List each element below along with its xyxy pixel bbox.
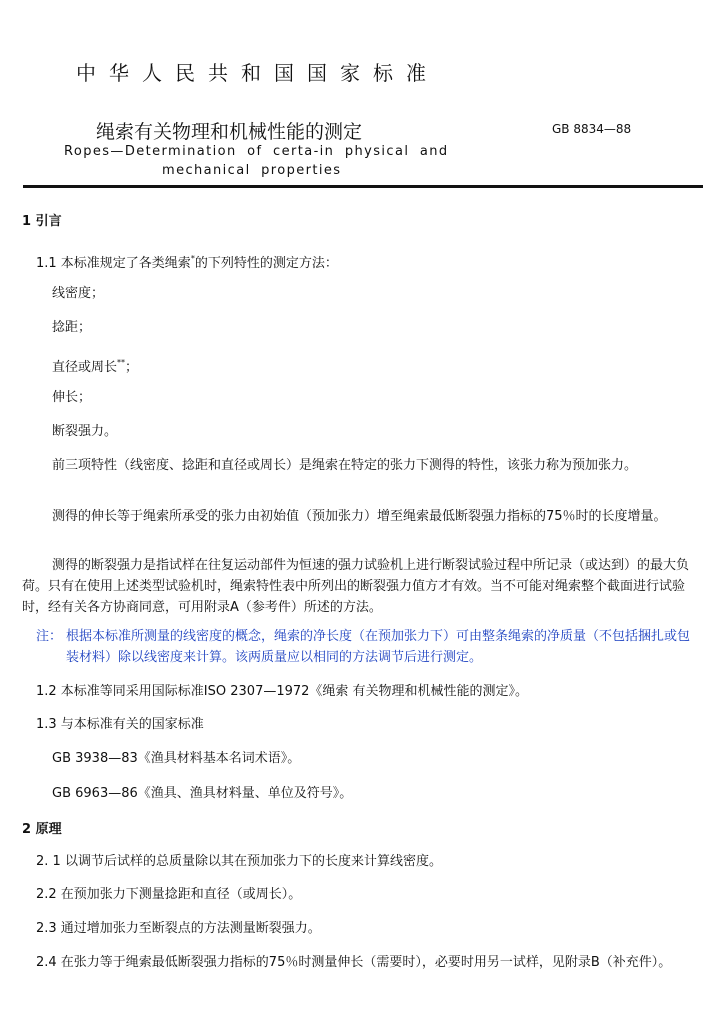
document-title-cn: 绳索有关物理和机械性能的测定 [96,121,363,143]
reference-gb3938: GB 3938—83《渔具材料基本名词术语》。 [52,751,301,766]
document-title-en-line1: Ropes—Determination of certa-in physical and [64,144,449,159]
section-1-heading: 1 引言 [22,214,62,229]
clause-1-1-tail: 的下列特性的测定方法： [194,256,338,271]
footnote-mark: * [190,254,195,263]
clause-2-3: 2.3 通过增加张力至断裂点的方法测量断裂强力。 [36,921,321,936]
clause-1-1-text: 1.1 本标准规定了各类绳索 [36,256,191,271]
reference-gb6963: GB 6963—86《渔具、渔具材料量、单位及符号》。 [52,786,353,801]
para-breaking-strength: 测得的断裂强力是指试样在往复运动部件为恒速的强力试验机上进行断裂试验过程中所记录（或达到）的最大负荷。只有在使用上述类型试验机时，绳索特性表中所列出的断裂强力值方才有效。当不可能对绳索整个截面进行试验时，经有关各方协商同意，可用附录A（参考件）所述的方法。 [22,558,690,615]
para-elongation: 测得的伸长等于绳索所承受的张力由初始值（预加张力）增至绳索最低断裂强力指标的75％时的长度增量。 [52,509,667,524]
standard-code: GB 8834—88 [552,122,632,136]
standard-type-header: 中华人民共和国国家标准 [76,61,439,85]
note-text: 根据本标准所测量的线密度的概念，绳索的净长度（在预加张力下）可由整条绳索的净质量（不包括捆扎或包装材料）除以线密度来计算。该两质量应以相同的方法调节后进行测定。 [66,629,691,665]
clause-1-2: 1.2 本标准等同采用国际标准ISO 2307—1972《绳索 有关物理和机械性能的测定》。 [36,684,529,699]
clause-2-4: 2.4 在张力等于绳索最低断裂强力指标的75％时测量伸长（需要时），必要时用另一试样，见附录B（补充件）。 [36,955,672,970]
para-pretension: 前三项特性（线密度、捻距和直径或周长）是绳索在特定的张力下测得的特性，该张力称为预加张力。 [52,458,638,473]
clause-2-2: 2.2 在预加张力下测量捻距和直径（或周长）。 [36,887,302,902]
note-label: 注： [36,629,63,644]
clause-1-3: 1.3 与本标准有关的国家标准 [36,717,204,732]
item-breaking-strength: 断裂强力。 [52,424,118,439]
section-2-heading: 2 原理 [22,822,62,837]
document-title-en-line2: mechanical properties [162,163,342,178]
clause-1-1 [36,248,338,274]
title-rule [23,185,703,188]
item-diameter-tail: ； [125,360,139,375]
footnote-mark-double: ** [117,358,126,367]
item-elongation: 伸长； [52,390,92,405]
item-diameter [52,352,138,378]
item-linear-density: 线密度； [52,286,105,301]
clause-2-1: 2. 1 以调节后试样的总质量除以其在预加张力下的长度来计算线密度。 [36,854,442,869]
item-lay-length: 捻距； [52,320,92,335]
item-diameter-text: 直径或周长 [52,360,118,375]
